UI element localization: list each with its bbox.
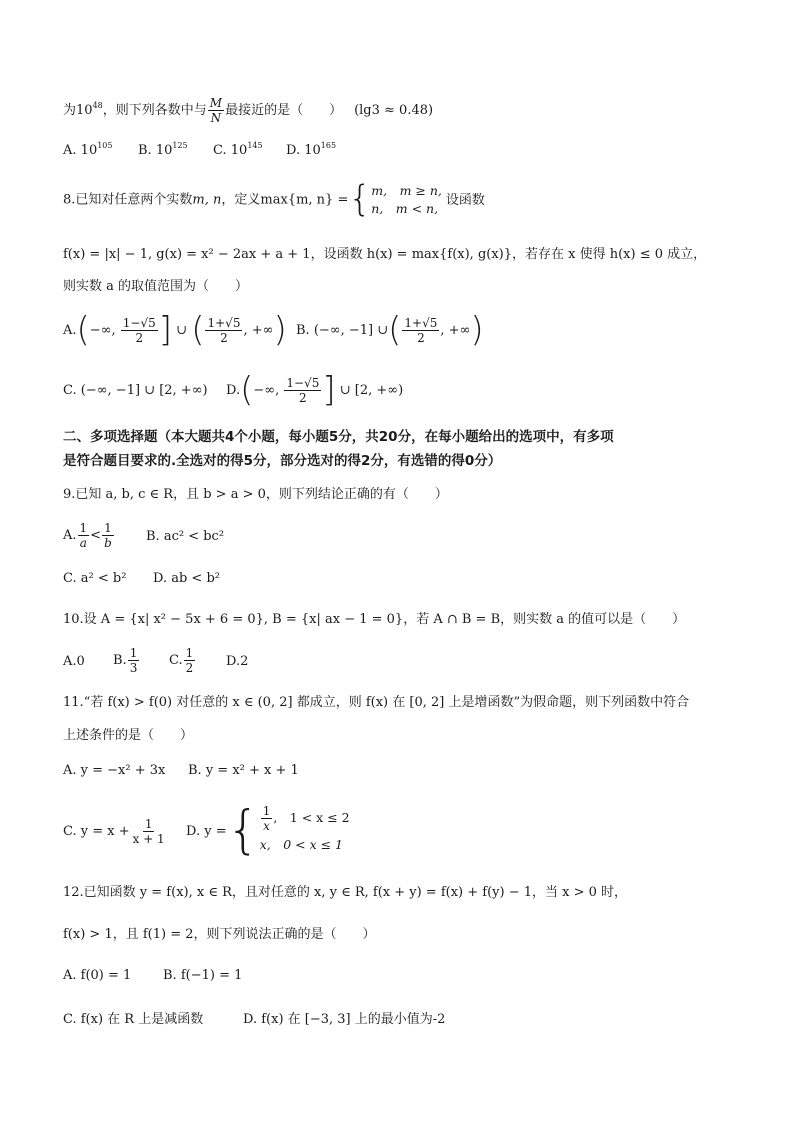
q12-option-d[interactable]: D. f(x) 在 [−3, 3] 上的最小值为-2 [243,1012,446,1027]
q10-option-d[interactable]: D.2 [226,654,249,669]
q10-option-a[interactable]: A.0 [63,654,85,669]
q8-option-b[interactable]: B. (−∞, −1] ∪( $\frac{1+√5}{2}$ , +∞) [296,309,484,350]
q7-option-b[interactable]: B. $10^{125}$ [138,141,188,158]
q9-option-b[interactable]: B. ac² < bc² [146,529,225,544]
q8-stem-line3: 则实数 a 的取值范围为（ ） [63,279,249,294]
section-2-heading-line1: 二、多项选择题（本大题共4个小题，每小题5分，共20分，在每小题给出的选项中，有多项 [63,429,614,445]
max-cases: m, m ≥ n, n, m < n, [371,183,442,216]
q12-option-b[interactable]: B. f(−1) = 1 [163,968,243,983]
q7-option-c[interactable]: C. $10^{145}$ [213,141,263,158]
q9-option-a[interactable]: A. $\frac{1}{a}$ < $\frac{1}{b}$ [63,521,112,550]
q11-option-c[interactable]: C. y = x + $\frac{1}{x + 1}$ [63,817,165,846]
q8-stem-line1: 8.已知对任意两个实数m, n，定义max{m, n} ={ m, m ≥ n, n, m < n, 设函数 [63,178,485,220]
q10-stem: 10.设 A = {x| x² − 5x + 6 = 0}, B = {x| ax − 1 = 0}，若 A ∩ B = B，则实数 a 的值可以是（ ） [63,612,686,627]
brace: { [348,178,372,220]
q11-option-d[interactable]: D. y ={ $\frac{1}{x}$ , 1 < x ≤ 2 x, 0 < x ≤ 1 [186,800,350,861]
q12-stem-line2: f(x) > 1，且 f(1) = 2，则下列说法正确的是（ ） [63,927,376,942]
q11-stem-line2: 上述条件的是（ ） [63,728,194,743]
q11-option-b[interactable]: B. y = x² + x + 1 [188,763,299,778]
section-2-heading-line2: 是符合题目要求的.全选对的得5分，部分选对的得2分，有选错的得0分） [63,453,502,469]
q10-option-b[interactable]: B. $\frac{1}{3}$ [113,646,138,675]
q10-option-c[interactable]: C. $\frac{1}{2}$ [169,646,194,675]
q11-option-a[interactable]: A. y = −x² + 3x [63,763,166,778]
q9-option-d[interactable]: D. ab < b² [153,571,220,586]
q12-option-c[interactable]: C. f(x) 在 R 上是减函数 [63,1012,204,1027]
q7-option-d[interactable]: D. $10^{165}$ [286,141,337,158]
q12-option-a[interactable]: A. f(0) = 1 [63,968,132,983]
fraction-m-over-n: $\frac{M}{N}$ [209,96,223,125]
q9-option-c[interactable]: C. a² < b² [63,571,127,586]
q9-stem: 9.已知 a, b, c ∈ R，且 b > a > 0，则下列结论正确的有（ ） [63,487,448,502]
q8-option-c[interactable]: C. (−∞, −1] ∪ [2, +∞) [63,383,208,398]
piecewise-cases: $\frac{1}{x}$ , 1 < x ≤ 2 x, 0 < x ≤ 1 [259,804,350,852]
q7-stem-tail: 为$10^{48}$，则下列各数中与 $\frac{M}{N}$ 最接近的是（ ） (lg3 ≈ 0.48) [63,96,434,125]
q12-stem-line1: 12.已知函数 y = f(x), x ∈ R，且对任意的 x, y ∈ R, f(x + y) = f(x) + f(y) − 1，当 x > 0 时， [63,885,628,900]
q7-option-a[interactable]: A. $10^{105}$ [63,141,113,158]
q8-option-a[interactable]: A.(−∞, $\frac{1-√5}{2}$ ] ∪ ( $\frac{1+√5}{2}$ , +∞) [63,309,287,350]
q8-stem-line2: f(x) = |x| − 1, g(x) = x² − 2ax + a + 1，设函数 h(x) = max{f(x), g(x)}，若存在 x 使得 h(x) ≤ 0 成立， [63,247,707,262]
q8-option-d[interactable]: D.(−∞, $\frac{1-√5}{2}$ ] ∪ [2, +∞) [226,369,404,410]
q11-stem-line1: 11.“若 f(x) > f(0) 对任意的 x ∈ (0, 2] 都成立，则 f(x) 在 [0, 2] 上是增函数”为假命题，则下列函数中符合 [63,695,690,710]
